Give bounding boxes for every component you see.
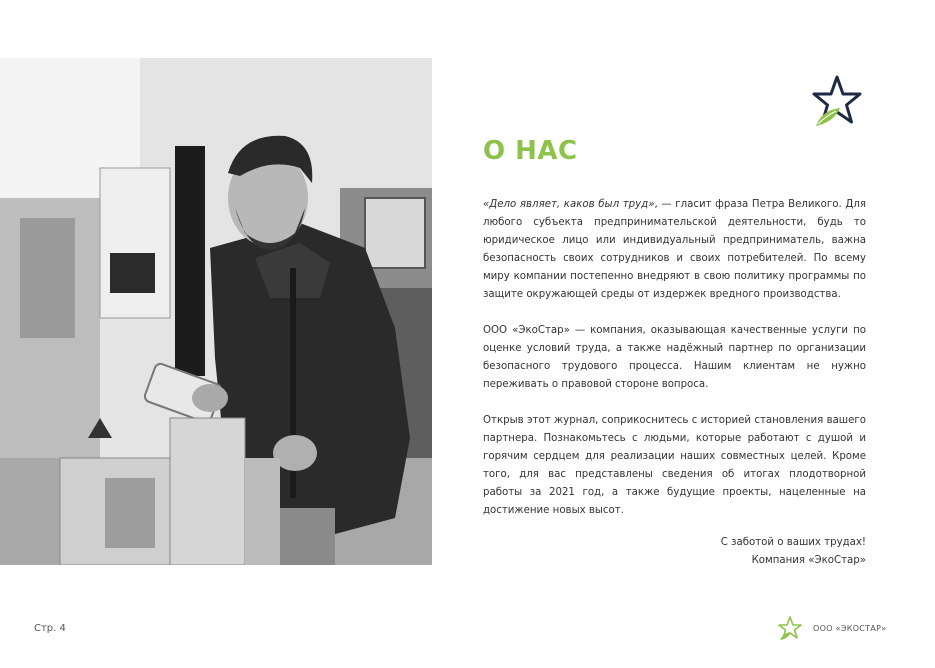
footer-logo: [778, 615, 802, 641]
star-leaf-icon: [812, 74, 862, 128]
paragraph-company: ООО «ЭкоСтар» — компания, оказывающая качественные услуги по оценке условий труда, а также надёжный партнер по организации безопасного трудового процесса. Нашим клиентам не нужно переживать о правовой стороне вопроса.: [483, 325, 866, 390]
about-body: [483, 196, 866, 570]
worker-photo: [0, 58, 432, 565]
worker-photo-illustration: [0, 58, 432, 565]
page-title: О НАС: [483, 136, 578, 166]
signature-line-2: Компания «ЭкоСтар»: [751, 555, 866, 566]
company-logo: [812, 74, 862, 128]
paragraph-journal: Открыв этот журнал, соприкоснитесь с историей становления вашего партнера. Познакомьтесь с людьми, которые работают с душой и горячим сердцем для реализации наших совместных целей. Кроме того, для вас представлены сведения об итогах плодотворной работы за 2021 год, а также будущие проекты, нацеленные на достижение новых высот.: [483, 415, 866, 516]
footer-company-name: ООО «ЭКОСТАР»: [813, 624, 887, 633]
peter-quote: «Дело являет, каков был труд»: [483, 199, 655, 210]
signature-line-1: С заботой о ваших трудах!: [720, 537, 866, 548]
page-number: Стр. 4: [34, 623, 66, 634]
paragraph-intro: [483, 196, 866, 304]
paragraph-intro-text: , — гласит фраза Петра Великого. Для любого субъекта предпринимательской деятельности, будь то юридическое лицо или индивидуальный предприниматель, важна безопасность своих сотрудников и своих потребителей. По всему миру компании постепенно внедряют в свою политику программы по защите окружающей среды от издержек вредного производства.: [483, 199, 866, 300]
star-leaf-icon: [778, 615, 802, 641]
